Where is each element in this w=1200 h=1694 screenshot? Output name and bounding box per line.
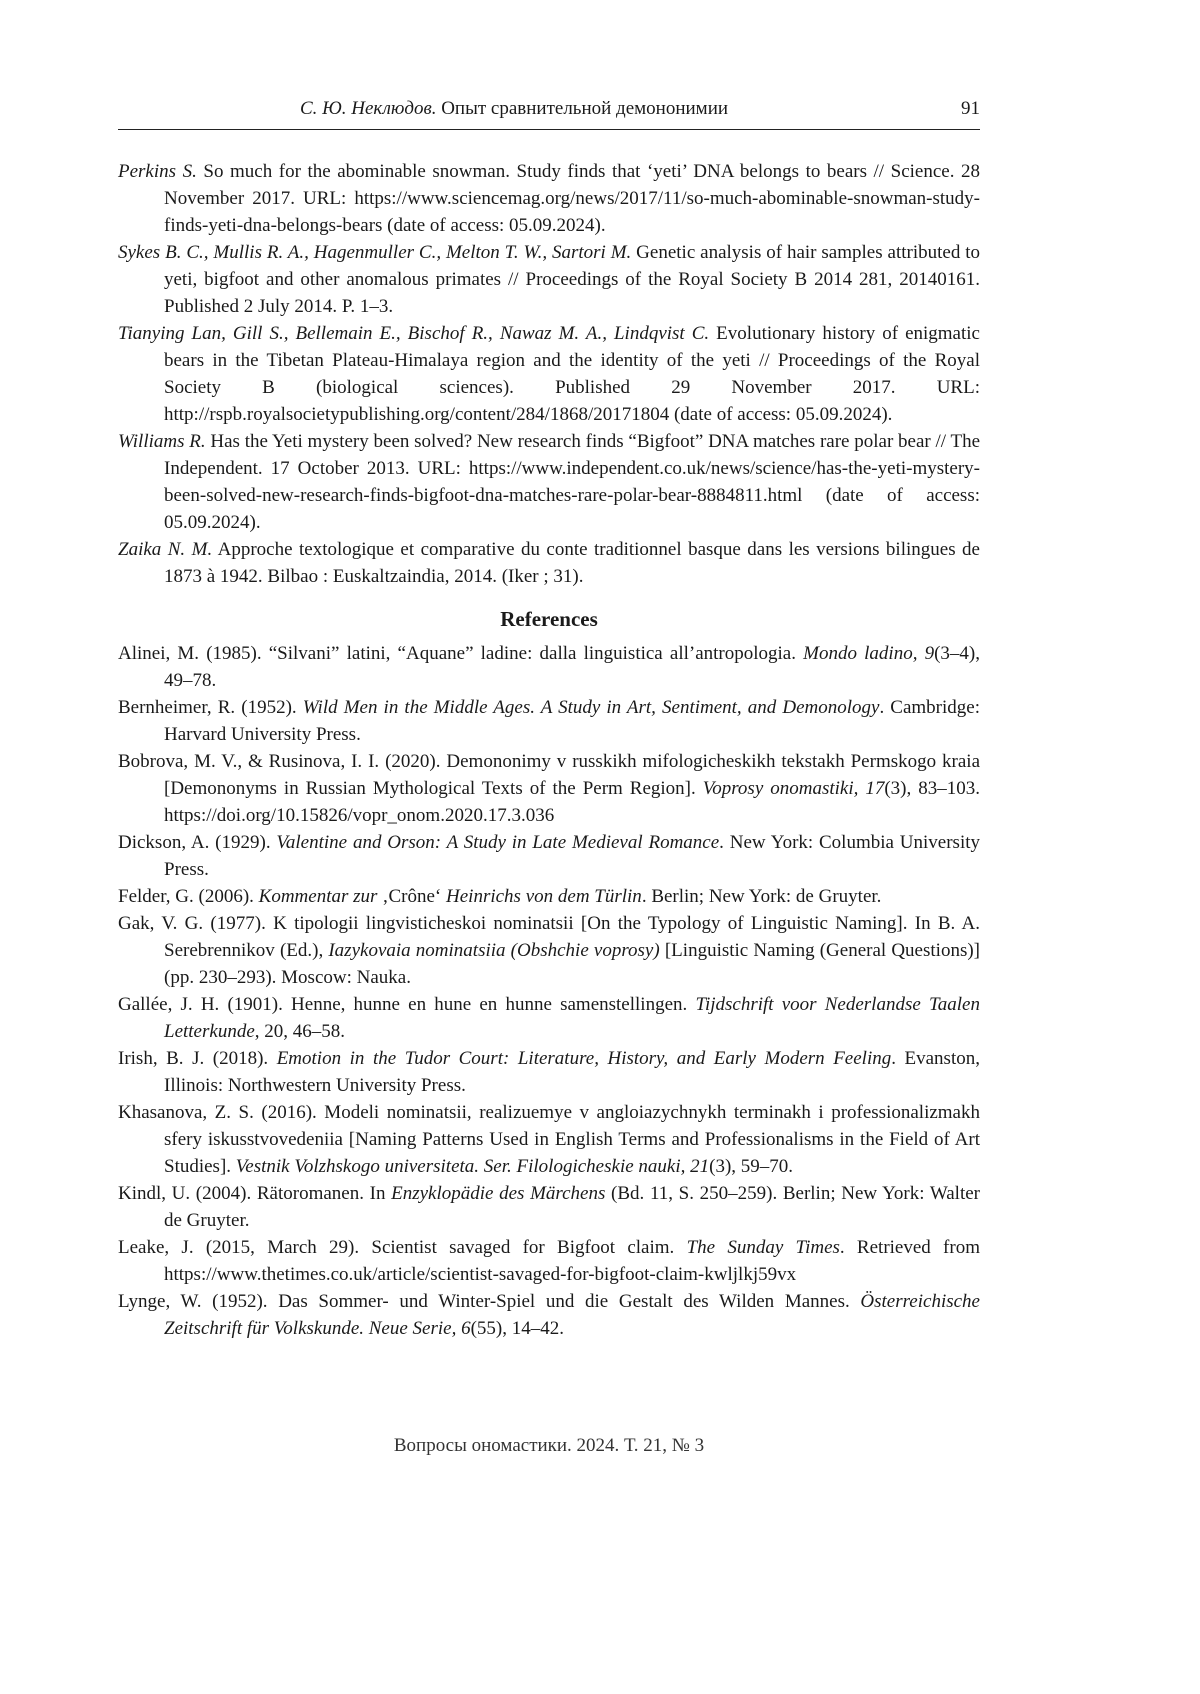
entry-author: Perkins S. bbox=[118, 161, 197, 182]
ref-text-end: . Cambridge: Harvard University Press. bbox=[164, 697, 980, 745]
ref-italic: Emotion in the Tudor Court: Literature, History, and Early Modern Feeling bbox=[277, 1048, 892, 1069]
running-header bbox=[118, 94, 980, 124]
reference-entry bbox=[118, 991, 980, 1045]
ref-text-end: , 20, 46–58. bbox=[255, 1021, 345, 1042]
ref-italic: Iazykovaia nominatsiia (Obshchie voprosy) bbox=[328, 940, 659, 961]
ref-text: Gallée, J. H. (1901). Henne, hunne en hune en hunne samenstellingen. bbox=[118, 994, 695, 1015]
ref-italic: Vestnik Volzhskogo universiteta. Ser. Filologicheskie nauki, 21 bbox=[236, 1156, 709, 1177]
ref-text: Felder, G. (2006). bbox=[118, 886, 259, 907]
ref-text-end: (3), 59–70. bbox=[709, 1156, 793, 1177]
ref-italic: Voprosy onomastiki, 17 bbox=[703, 778, 885, 799]
ref-text: Gak, V. G. (1977). K tipologii lingvisticheskoi nominatsii [On the Typology of Linguistic Naming]. In B. A. Serebrennikov (Ed.), bbox=[118, 913, 980, 961]
ref-text: Dickson, A. (1929). bbox=[118, 832, 276, 853]
entry-text: Evolutionary history of enigmatic bears in the Tibetan Plateau-Himalaya region and the identity of the yeti // Proceedings of the Royal Society B (biological sciences). Published 29 November 2017. URL: http://rspb.royalsocietypublishing.org/content/284/1868/20171804 (date of access: 05.09.2024). bbox=[164, 323, 980, 425]
ref-text-end: (3–4), 49–78. bbox=[164, 643, 980, 691]
entry-author: Williams R. bbox=[118, 431, 206, 452]
ref-text: Lynge, W. (1952). Das Sommer- und Winter-Spiel und die Gestalt des Wilden Mannes. bbox=[118, 1291, 860, 1312]
ref-text-end: . Evanston, Illinois: Northwestern University Press. bbox=[164, 1048, 980, 1096]
ref-text-end: [Linguistic Naming (General Questions)] (pp. 230–293). Moscow: Nauka. bbox=[164, 940, 980, 988]
reference-entry bbox=[118, 694, 980, 748]
entry-text: Has the Yeti mystery been solved? New research finds “Bigfoot” DNA matches rare polar bear // The Independent. 17 October 2013. URL: https://www.independent.co.uk/news/science/has-the-yeti-mystery-been-solved-new-research-finds-bigfoot-dna-matches-rare-polar-bear-8884811.html (date of access: 05.09.2024). bbox=[164, 431, 980, 533]
ref-italic: Wild Men in the Middle Ages. A Study in Art, Sentiment, and Demonology bbox=[303, 697, 880, 718]
ref-text: Bernheimer, R. (1952). bbox=[118, 697, 303, 718]
references-heading: References bbox=[118, 604, 980, 634]
ref-italic: Österreichische Zeitschrift für Volkskunde. Neue Serie, 6 bbox=[164, 1291, 980, 1339]
ref-text-end: . New York: Columbia University Press. bbox=[164, 832, 980, 880]
header-author: С. Ю. Неклюдов. bbox=[300, 98, 437, 119]
reference-entry bbox=[118, 1234, 980, 1288]
page-body bbox=[118, 158, 980, 1342]
header-rule bbox=[118, 129, 980, 130]
reference-entry bbox=[118, 640, 980, 694]
ref-text: Irish, B. J. (2018). bbox=[118, 1048, 277, 1069]
running-footer: Вопросы ономастики. 2024. Т. 21, № 3 bbox=[118, 1432, 980, 1460]
bibliography-entry bbox=[118, 536, 980, 590]
entry-author: Zaika N. M. bbox=[118, 539, 212, 560]
ref-text-end: . Berlin; New York: de Gruyter. bbox=[642, 886, 882, 907]
ref-text: Leake, J. (2015, March 29). Scientist savaged for Bigfoot claim. bbox=[118, 1237, 687, 1258]
ref-text: Khasanova, Z. S. (2016). Modeli nominatsii, realizuemye v angloiazychnykh terminakh i professionalizmakh sfery iskusstvovedeniia [Naming Patterns Used in English Terms and Professionalisms in the Field of Art Studies]. bbox=[118, 1102, 980, 1177]
entry-author: Sykes B. C., Mullis R. A., Hagenmuller C., Melton T. W., Sartori M. bbox=[118, 242, 631, 263]
bibliography-entry bbox=[118, 239, 980, 320]
entry-text: Genetic analysis of hair samples attributed to yeti, bigfoot and other anomalous primates // Proceedings of the Royal Society B 2014 281, 20140161. Published 2 July 2014. P. 1–3. bbox=[164, 242, 980, 317]
entry-text: So much for the abominable snowman. Study finds that ‘yeti’ DNA belongs to bears // Science. 28 November 2017. URL: https://www.sciencemag.org/news/2017/11/so-much-abominable-snowman-study-finds-yeti-dna-belongs-bears (date of access: 05.09.2024). bbox=[164, 161, 980, 236]
page-number: 91 bbox=[961, 94, 980, 124]
bibliography-entry bbox=[118, 428, 980, 536]
ref-italic: Mondo ladino, 9 bbox=[803, 643, 934, 664]
ref-italic: Valentine and Orson: A Study in Late Medieval Romance bbox=[276, 832, 719, 853]
ref-italic-2: Heinrichs von dem Türlin bbox=[446, 886, 642, 907]
ref-italic: The Sunday Times bbox=[687, 1237, 840, 1258]
bibliography-entry bbox=[118, 158, 980, 239]
ref-text-end: (55), 14–42. bbox=[471, 1318, 564, 1339]
reference-entry bbox=[118, 1288, 980, 1342]
reference-entry bbox=[118, 1099, 980, 1180]
reference-entry bbox=[118, 829, 980, 883]
bibliography-list bbox=[118, 158, 980, 590]
ref-italic: Kommentar zur bbox=[259, 886, 378, 907]
ref-text-end: (3), 83–103. https://doi.org/10.15826/vopr_onom.2020.17.3.036 bbox=[164, 778, 980, 826]
references-list bbox=[118, 640, 980, 1342]
ref-italic: Tijdschrift voor Nederlandse Taalen Letterkunde bbox=[164, 994, 980, 1042]
reference-entry bbox=[118, 883, 980, 910]
ref-text: Alinei, M. (1985). “Silvani” latini, “Aquane” ladine: dalla linguistica all’antropologia. bbox=[118, 643, 803, 664]
entry-text: Approche textologique et comparative du conte traditionnel basque dans les versions bilingues de 1873 à 1942. Bilbao : Euskaltzaindia, 2014. (Iker ; 31). bbox=[164, 539, 980, 587]
ref-italic: Enzyklopädie des Märchens bbox=[391, 1183, 605, 1204]
ref-text: Bobrova, M. V., & Rusinova, I. I. (2020). Demononimy v russkikh mifologicheskikh tekstakh Permskogo kraia [Demononyms in Russian Mythological Texts of the Perm Region]. bbox=[118, 751, 980, 799]
entry-author: Tianying Lan, Gill S., Bellemain E., Bischof R., Nawaz M. A., Lindqvist C. bbox=[118, 323, 709, 344]
ref-text: Kindl, U. (2004). Rätoromanen. In bbox=[118, 1183, 391, 1204]
reference-entry bbox=[118, 1180, 980, 1234]
ref-text-mid: ‚Crône‘ bbox=[377, 886, 446, 907]
reference-entry bbox=[118, 1045, 980, 1099]
running-title bbox=[118, 94, 910, 124]
bibliography-entry bbox=[118, 320, 980, 428]
reference-entry bbox=[118, 910, 980, 991]
ref-text-end: (Bd. 11, S. 250–259). Berlin; New York: Walter de Gruyter. bbox=[164, 1183, 980, 1231]
reference-entry bbox=[118, 748, 980, 829]
header-title-text: Опыт сравнительной демононимии bbox=[436, 98, 728, 119]
ref-text-end: . Retrieved from https://www.thetimes.co.uk/article/scientist-savaged-for-bigfoot-claim-kwljlkj59vx bbox=[164, 1237, 980, 1285]
